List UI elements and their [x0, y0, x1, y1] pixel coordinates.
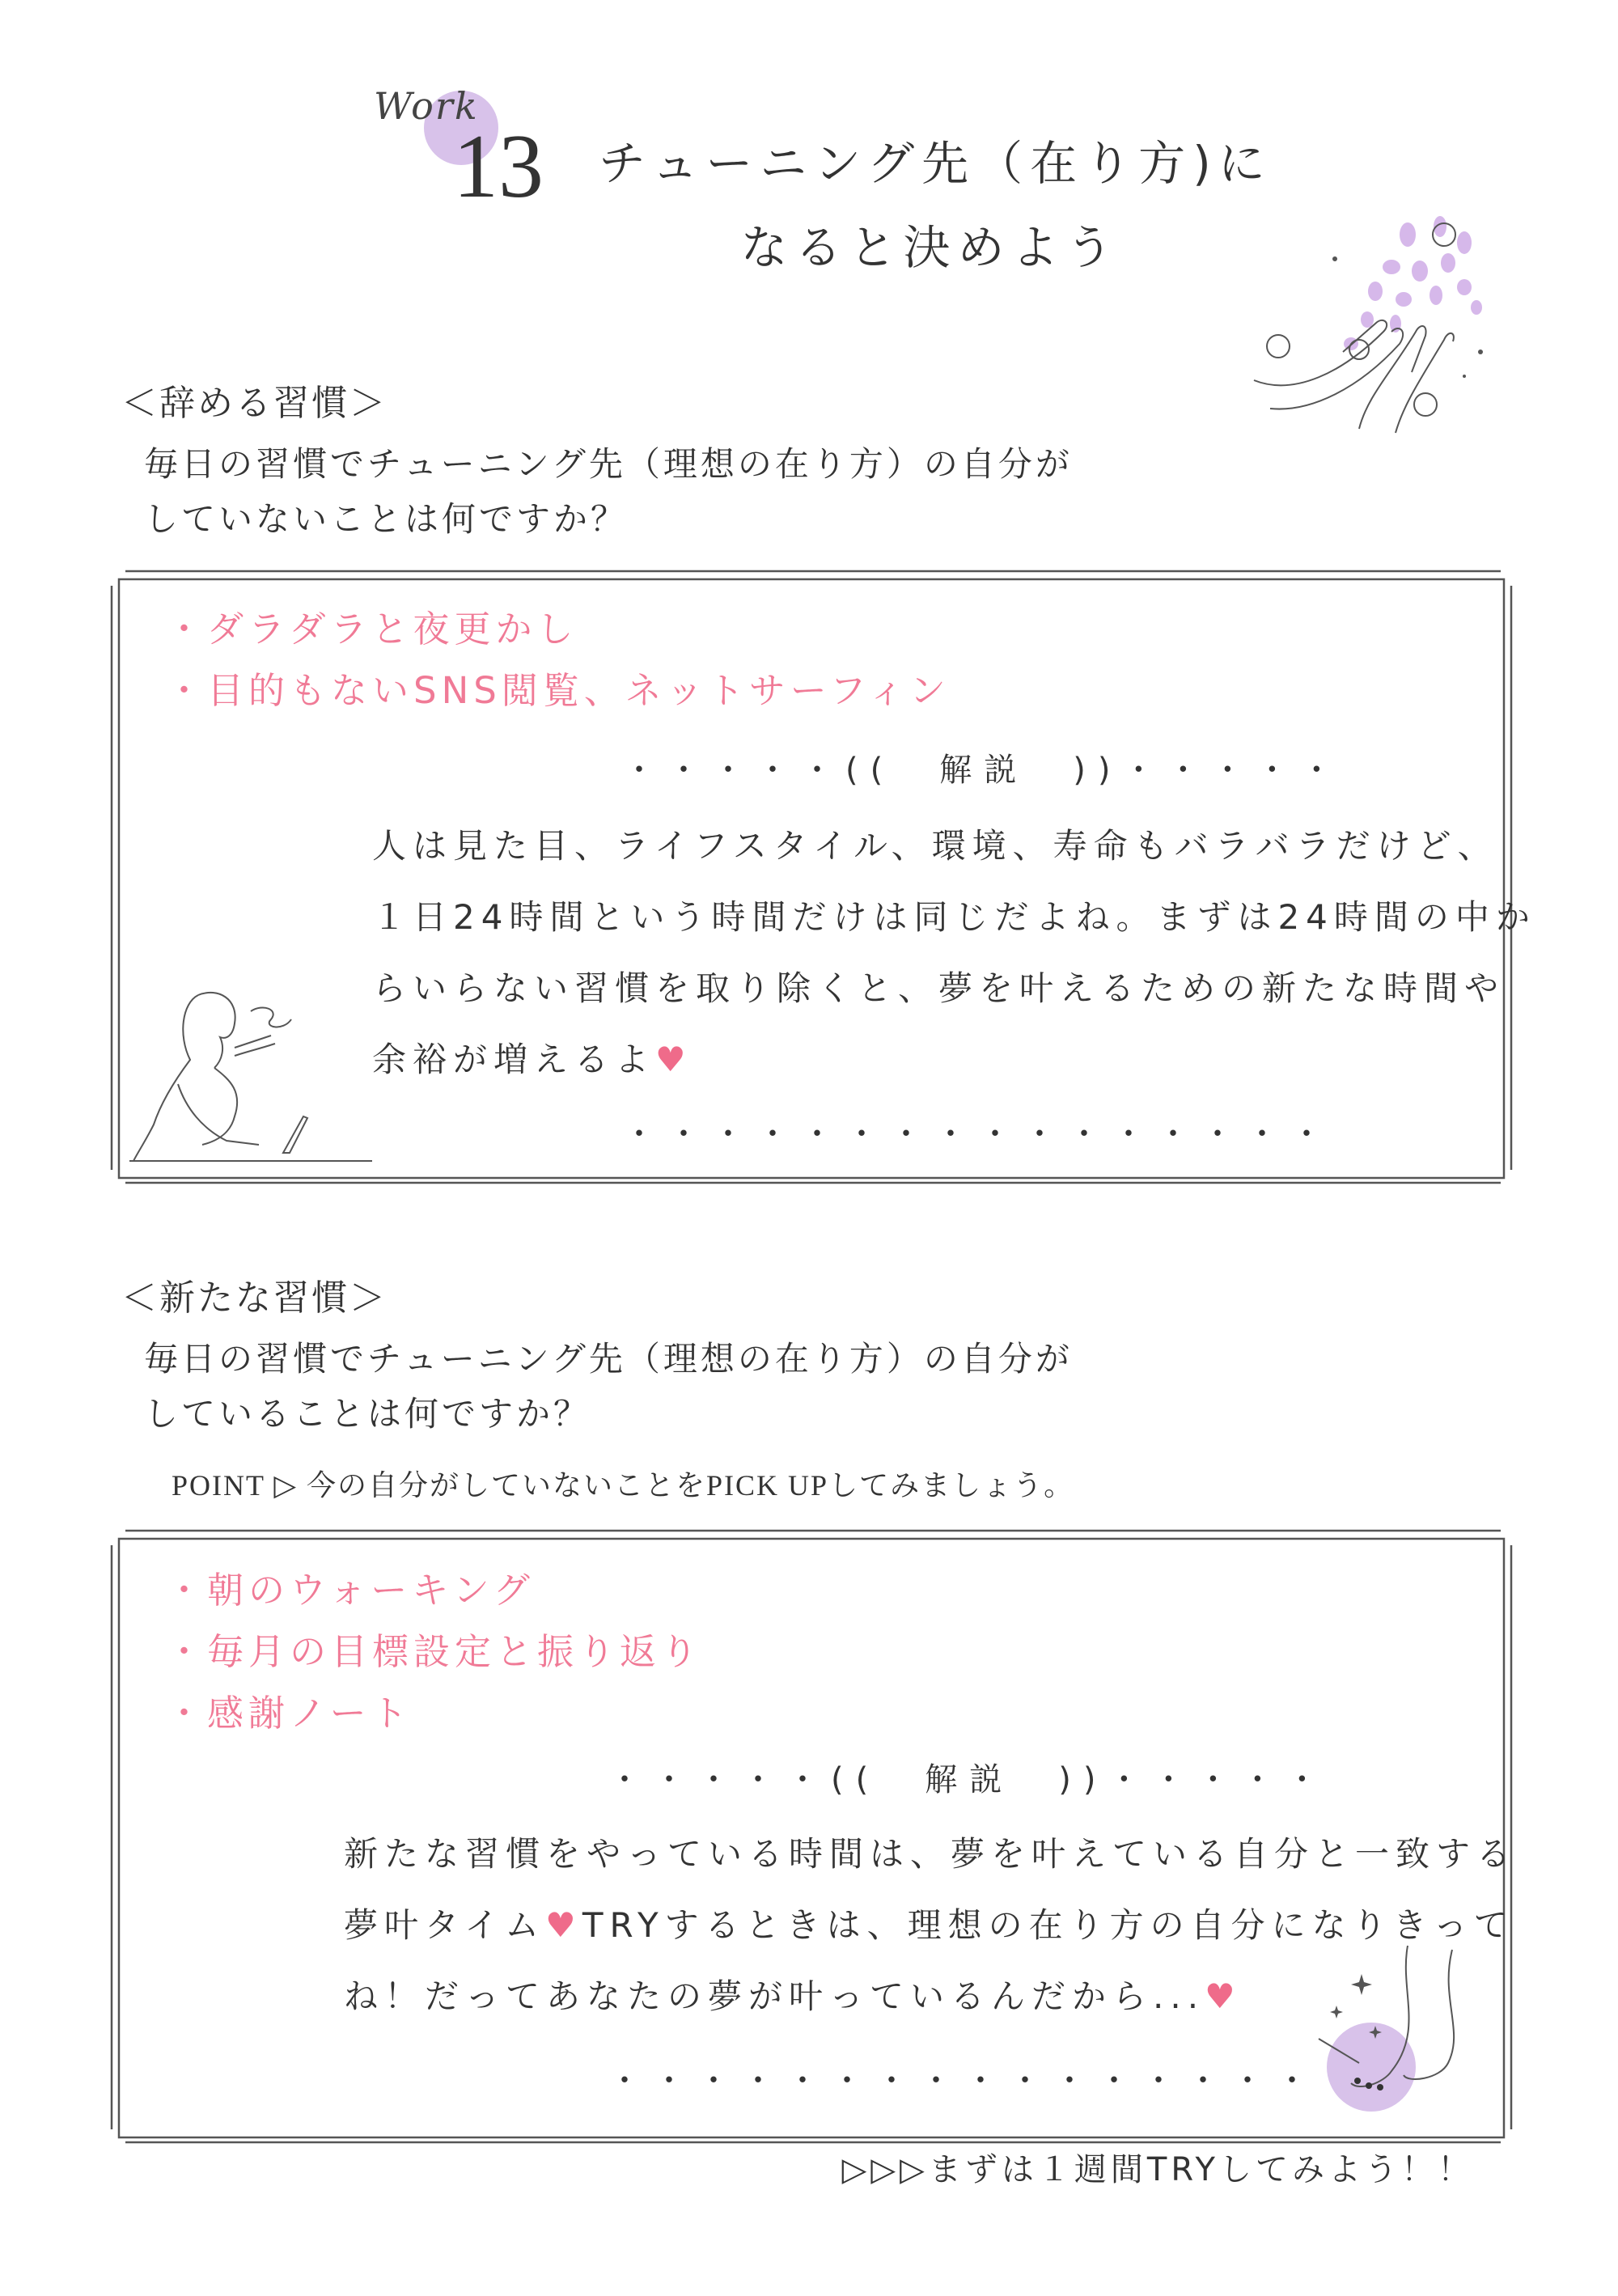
dots-divider: ・・・・・・・・・・・・・・・・: [608, 2062, 1320, 2099]
question-line-1: 毎日の習慣でチューニング先（理想の在り方）の自分が: [144, 444, 1073, 484]
heart-icon: ♥: [1205, 1976, 1242, 2016]
bullet-list-quit-habits: [166, 599, 951, 722]
title-line-2: なると決めよう: [740, 220, 1120, 275]
dots-divider: ・・・・・・・・・・・・・・・・: [623, 1116, 1335, 1153]
section-label-quit-habits: ＜辞める習慣＞: [121, 383, 388, 424]
section-label-new-habits: ＜新たな習慣＞: [121, 1277, 388, 1319]
explain-line-part: TRYするときは、理想の在り方の自分になりきって: [582, 1905, 1514, 1945]
explain-line: 人は見た目、ライフスタイル、環境、寿命もバラバラだけど、: [372, 826, 1498, 866]
footer-try-message: ▷▷▷まずは１週間TRYしてみよう！！: [841, 2151, 1474, 2188]
work-number: 13: [453, 116, 544, 217]
explain-line: ね！だってあなたの夢が叶っているんだから...: [344, 1976, 1205, 2016]
work-label: Work: [374, 84, 479, 128]
point-hint: POINT ▷ 今の自分がしていないことをPICK UPしてみましょう。: [172, 1469, 1075, 1502]
question-quit-habits: [144, 437, 1073, 547]
question-line-2: していないことは何ですか？: [144, 499, 629, 539]
question-new-habits: [144, 1332, 1073, 1442]
explain-line: １日24時間という時間だけは同じだよね。まずは24時間の中か: [372, 897, 1536, 937]
bullet-list-new-habits: [166, 1560, 702, 1744]
bullet-item: ・ダラダラと夜更かし: [166, 608, 578, 650]
explanation-text: [372, 811, 1536, 1095]
explain-line: 新たな習慣をやっている時間は、夢を叶えている自分と一致する: [344, 1834, 1518, 1874]
page-title: [599, 121, 1273, 290]
explain-line: らいらない習慣を取り除くと、夢を叶えるための新たな時間や: [372, 968, 1506, 1008]
explain-header: ・・・・・(( 解説 ))・・・・・: [608, 1761, 1331, 1798]
explain-header: ・・・・・(( 解説 ))・・・・・: [623, 752, 1345, 789]
heart-icon: ♥: [545, 1905, 582, 1945]
bullet-item: ・朝のウォーキング: [166, 1569, 535, 1612]
question-line-1: 毎日の習慣でチューニング先（理想の在り方）の自分が: [144, 1339, 1073, 1379]
hands-petals-illustration: [1246, 210, 1505, 445]
explain-line-part: 夢叶タイム: [344, 1905, 546, 1945]
bullet-item: ・感謝ノート: [166, 1692, 413, 1735]
woman-laptop-illustration: [129, 987, 413, 1173]
question-line-2: していることは何ですか？: [144, 1394, 591, 1434]
heart-icon: ♥: [655, 1040, 693, 1079]
title-line-1: チューニング先（在り方)に: [599, 136, 1273, 191]
explain-line: 余裕が増えるよ: [372, 1040, 656, 1079]
bullet-item: ・目的もないSNS閲覧、ネットサーフィン: [166, 669, 951, 712]
feet-pedicure-illustration: [1311, 1942, 1480, 2120]
bullet-item: ・毎月の目標設定と振り返り: [166, 1630, 703, 1673]
